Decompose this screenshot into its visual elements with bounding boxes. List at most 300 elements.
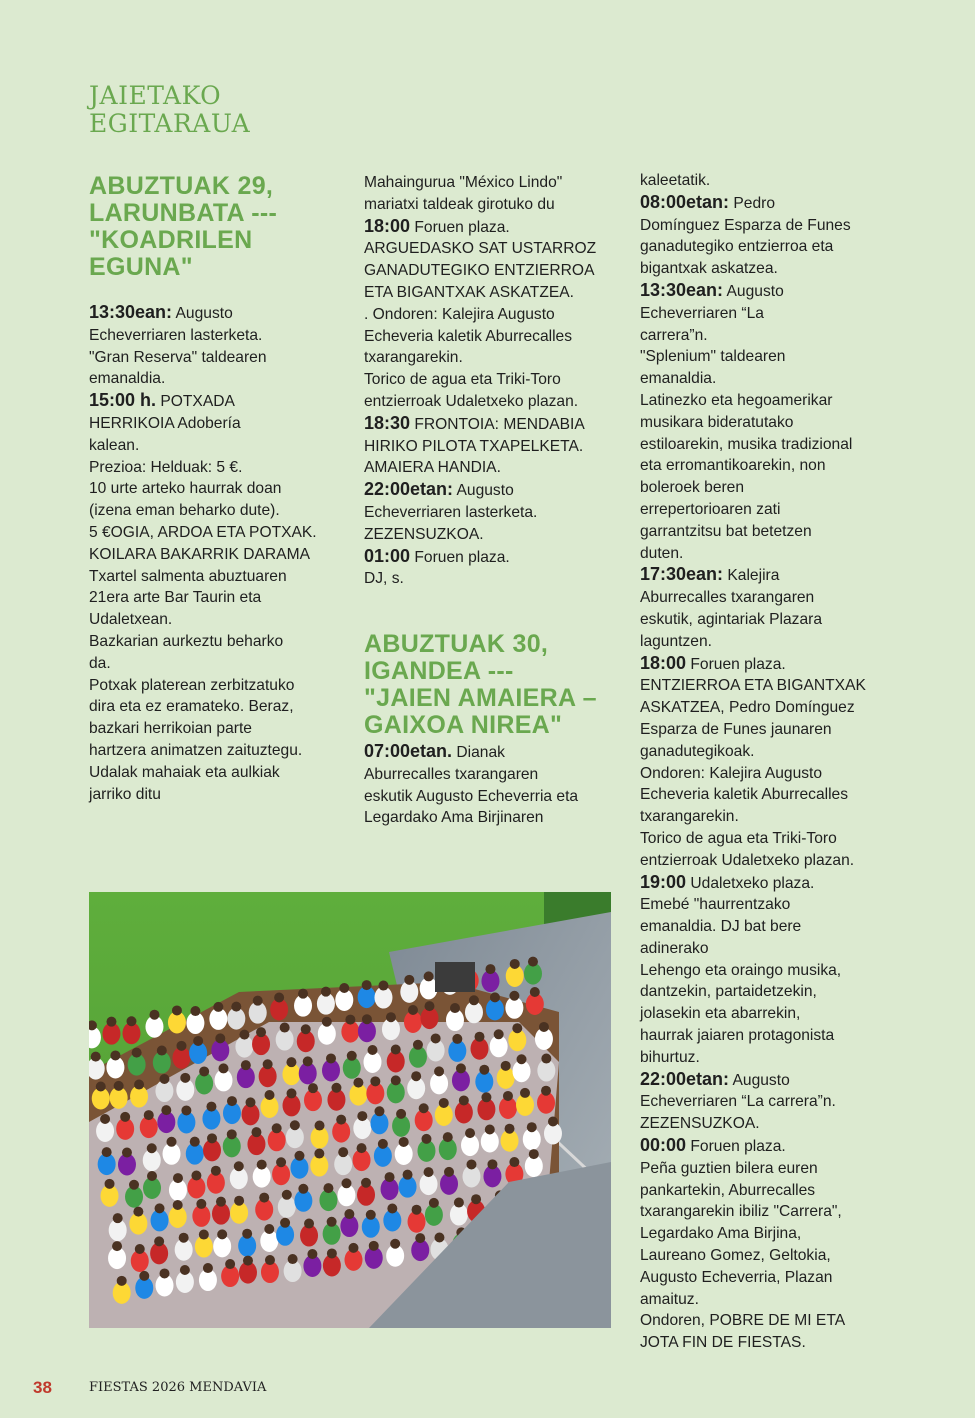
person-head [485, 964, 495, 974]
schedule-line: HIRIKO PILOTA TXAPELKETA. [364, 437, 584, 455]
schedule-line: Ondoren: Kalejira Augusto [640, 764, 823, 782]
schedule-text: Dianak [452, 744, 505, 761]
person-head [385, 1172, 395, 1182]
schedule-text: Pedro [729, 194, 775, 212]
schedule-line: txarangarekin ibiliz "Carrera", [640, 1203, 842, 1221]
person-head [304, 1219, 314, 1229]
person-head [479, 1065, 489, 1075]
person-head [154, 1236, 164, 1246]
schedule-line: "Gran Reserva" taldearen [89, 348, 267, 366]
schedule-line: ARGUEDASKO SAT USTARROZ [364, 240, 597, 258]
person-head [403, 1170, 413, 1180]
schedule-text: Augusto [172, 305, 233, 322]
person-head [253, 996, 263, 1006]
person-head [366, 1210, 376, 1220]
person-head [465, 1128, 475, 1138]
schedule-line: entzierroak Udaletxeko plazan. [364, 392, 579, 410]
person-head [541, 1054, 551, 1064]
person-head [341, 1178, 351, 1188]
schedule-line: Esparza de Funes jaunaren [640, 720, 832, 738]
person-head [541, 1086, 551, 1096]
day2-heading-line: GAIXOA NIREA" [364, 711, 563, 739]
person-head [321, 987, 331, 997]
person-head [357, 1143, 367, 1153]
person-head [415, 1233, 425, 1243]
schedule-line: laguntzen. [640, 632, 712, 650]
person-head [344, 1209, 354, 1219]
person-head [274, 993, 284, 1003]
person-head [167, 1137, 177, 1147]
person-head [264, 1224, 274, 1234]
person-head [429, 1198, 439, 1208]
person-head [263, 1059, 273, 1069]
schedule-line: eskutik, agintariak Plazara [640, 610, 823, 628]
schedule-line: Prezioa: Helduak: 5 €. [89, 458, 243, 476]
schedule-line: Augusto Echeverria, Plazan [640, 1268, 833, 1286]
person-head [280, 1023, 290, 1033]
person-head [512, 1023, 522, 1033]
schedule-line: haurrak jaiaren protagonista [640, 1027, 835, 1045]
schedule-line: JOTA FIN DE FIESTAS. [640, 1334, 806, 1352]
person-head [469, 995, 479, 1005]
schedule-line [640, 192, 902, 215]
schedule-line: Torico de agua eta Triki-Toro [364, 371, 561, 389]
person-head [327, 1217, 337, 1227]
person-head [191, 1170, 201, 1180]
schedule-time: 07:00etan. [364, 741, 453, 761]
schedule-line: . Ondoren: Kalejira Augusto [364, 305, 555, 323]
schedule-line: adinerako [640, 939, 709, 957]
person-head [503, 1091, 513, 1101]
schedule-line: Ondoren, POBRE DE MI ETA [640, 1312, 846, 1330]
person-head [280, 1218, 290, 1228]
person-head [242, 1229, 252, 1239]
person-head [444, 1167, 454, 1177]
person-head [216, 1197, 226, 1207]
person-head [331, 1083, 341, 1093]
person-head [494, 1029, 504, 1039]
person-head [265, 1255, 275, 1265]
person-head [301, 1024, 311, 1034]
person-head [234, 1196, 244, 1206]
day1-heading [89, 173, 349, 281]
person-head [112, 1241, 122, 1251]
person-head [225, 1259, 235, 1269]
schedule-line: Legardako Ama Birjinaren [364, 809, 544, 827]
person-head [126, 1016, 136, 1026]
person-head [172, 1005, 182, 1015]
person-head [509, 991, 519, 1001]
person-head [362, 1014, 372, 1024]
person-head [110, 1050, 120, 1060]
person-head [314, 1149, 324, 1159]
person-head [157, 1046, 167, 1056]
schedule-time: 15:00 h. [89, 390, 157, 411]
schedule-line: amaituz. [640, 1290, 699, 1308]
schedule-line: HERRIKOIA Adobería [89, 414, 241, 432]
person-head [259, 1193, 269, 1203]
person-head [386, 1012, 396, 1022]
day2-heading-line: IGANDEA --- [364, 657, 514, 685]
person-head [234, 1161, 244, 1171]
person-head [139, 1271, 149, 1281]
person-head [510, 959, 520, 969]
schedule-line [89, 302, 351, 325]
person-head [434, 1233, 444, 1243]
person-head [529, 1149, 539, 1159]
day1-heading-line: LARUNBATA --- [89, 199, 278, 227]
schedule-line: mariatxi taldeak girotuko du [364, 195, 555, 213]
schedule-line: hartzera animatzen zaituztegu. [89, 741, 303, 759]
person-head [520, 1088, 530, 1098]
schedule-line: errepertorioaren zati [640, 500, 781, 518]
day1-heading-line: "KOADRILEN [89, 226, 253, 254]
schedule-line: Echeverriaren lasterketa. [89, 326, 263, 344]
person-head [272, 1123, 282, 1133]
schedule-line: txarangarekin. [364, 349, 463, 367]
person-head [424, 1001, 434, 1011]
schedule-line [640, 280, 902, 303]
person-head [106, 1017, 116, 1027]
day1-heading-line: EGUNA" [89, 253, 193, 281]
schedule-line: Laureano Gomez, Geltokia, [640, 1247, 831, 1265]
person-head [367, 1045, 377, 1055]
schedule-line: Txartel salmenta abuztuaren [89, 567, 287, 585]
col2-schedule [364, 172, 626, 590]
person-head [211, 1166, 221, 1176]
person-head [91, 1052, 101, 1062]
person-head [322, 1017, 332, 1027]
person-head [100, 1114, 110, 1124]
person-head [326, 1053, 336, 1063]
schedule-line: (izena eman beharko dute). [89, 502, 280, 520]
person-head [452, 1034, 462, 1044]
schedule-line [364, 413, 626, 436]
person-head [243, 1256, 253, 1266]
section-title [89, 82, 250, 138]
person-head [199, 1230, 209, 1240]
person-head [213, 1002, 223, 1012]
person-head [239, 1030, 249, 1040]
schedule-time: 22:00etan: [364, 479, 454, 500]
schedule-line: Bazkarian aurkeztu beharko [89, 632, 284, 650]
person-head [288, 1254, 298, 1264]
person-head [147, 1143, 157, 1153]
person-head [548, 1117, 558, 1127]
schedule-time: 19:00 [640, 871, 687, 892]
festival-lunch-illustration [89, 892, 611, 1328]
person-head [180, 1073, 190, 1083]
schedule-line [640, 1135, 902, 1158]
schedule-text: Kalejira [723, 567, 780, 585]
person-head [339, 983, 349, 993]
person-head [114, 1081, 124, 1091]
person-head [217, 1229, 227, 1239]
person-head [133, 1207, 143, 1217]
schedule-line [364, 216, 626, 239]
schedule-line: estiloarekin, musika tradizional [640, 435, 853, 453]
schedule-line: bazkari herrikoian parte [89, 720, 252, 738]
schedule-text: FRONTOIA: MENDABIA [410, 415, 585, 433]
person-head [122, 1148, 132, 1158]
person-head [181, 1105, 191, 1115]
person-head [485, 1125, 495, 1135]
schedule-line [640, 1069, 902, 1092]
person-head [161, 1105, 171, 1115]
schedule-line [364, 479, 626, 502]
schedule-line: Echeveria kaletik Aburrecalles [640, 786, 849, 804]
person-head [298, 1184, 308, 1194]
person-head [102, 1147, 112, 1157]
person-head [391, 1075, 401, 1085]
person-head [487, 1159, 497, 1169]
schedule-line: emanaldia. [640, 370, 717, 388]
person-head [282, 1190, 292, 1200]
schedule-line: kalean. [89, 436, 140, 454]
schedule-text: POTXADA [156, 393, 235, 411]
person-head [113, 1213, 123, 1223]
schedule-text: Augusto [723, 282, 784, 300]
schedule-line: Mahaingurua "México Lindo" [364, 174, 563, 191]
schedule-time: 13:30ean: [89, 302, 173, 322]
person-head [454, 1198, 464, 1208]
schedule-time: 17:30ean: [640, 564, 724, 585]
person-head [241, 1060, 251, 1070]
person-head [353, 1078, 363, 1088]
schedule-line [640, 564, 902, 587]
day1-heading-line: ABUZTUAK 29, [89, 172, 274, 200]
schedule-time: 22:00etan: [640, 1068, 730, 1089]
person-head [173, 1200, 183, 1210]
person-head [505, 1124, 515, 1134]
person-head [408, 1005, 418, 1015]
person-head [424, 1167, 434, 1177]
person-head [347, 1051, 357, 1061]
schedule-line: dira eta ez eramateko. Beraz, [89, 698, 294, 716]
person-head [180, 1265, 190, 1275]
person-head [362, 980, 372, 990]
publication-name: FIESTAS 2026 MENDAVIA [89, 1380, 267, 1395]
schedule-time: 18:30 [364, 412, 411, 433]
schedule-text: Foruen plaza. [686, 1138, 786, 1156]
person-head [466, 1159, 476, 1169]
person-head [528, 957, 538, 967]
person-head [265, 1090, 275, 1100]
person-head [421, 1134, 431, 1144]
person-head [196, 1199, 206, 1209]
schedule-line: pankartekin, Aburrecalles [640, 1181, 816, 1199]
person-head [176, 1041, 186, 1051]
schedule-line: Aburrecalles txarangaren [640, 589, 815, 607]
schedule-line: AMAIERA HANDIA. [364, 459, 501, 477]
person-head [276, 1157, 286, 1167]
schedule-line: musikara bideratutako [640, 413, 794, 431]
person-head [144, 1110, 154, 1120]
festival-lunch-photo [89, 892, 611, 1328]
schedule-line: eskutik Augusto Echeverria eta [364, 787, 579, 805]
person-head [378, 1139, 388, 1149]
schedule-text: Augusto [729, 1071, 790, 1089]
schedule-line: duten. [640, 544, 684, 562]
person-head [199, 1066, 209, 1076]
person-head [424, 971, 434, 981]
person-head [135, 1244, 145, 1254]
person-head [391, 1044, 401, 1054]
schedule-time: 00:00 [640, 1135, 687, 1156]
person-head [431, 1033, 441, 1043]
person-head [155, 1203, 165, 1213]
day1-schedule [89, 302, 351, 805]
person-head [374, 1106, 384, 1116]
schedule-line: txarangarekin. [640, 808, 739, 826]
schedule-time: 01:00 [364, 545, 411, 566]
person-head [475, 1032, 485, 1042]
person-head [179, 1233, 189, 1243]
schedule-line: Peña guztien bilera euren [640, 1159, 818, 1177]
person-head [218, 1063, 228, 1073]
person-head [190, 1006, 200, 1016]
schedule-line: entzierroak Udaletxeko plazan. [640, 851, 855, 869]
schedule-time: 13:30ean: [640, 279, 724, 300]
schedule-line: Potxak platerean zerbitzatuko [89, 676, 295, 694]
schedule-line: bihurtuz. [640, 1048, 700, 1066]
person-head [303, 1056, 313, 1066]
page-number: 38 [33, 1378, 52, 1397]
person-head [327, 1248, 337, 1258]
schedule-line: boleroek beren [640, 479, 745, 497]
section-title-line: JAIETAKO [89, 81, 222, 110]
schedule-line: emanaldia. DJ bat bere [640, 918, 802, 936]
person-head [336, 1115, 346, 1125]
schedule-text: Udaletxeko plaza. [686, 874, 815, 892]
schedule-line [364, 741, 626, 764]
person-head [193, 1036, 203, 1046]
schedule-line: Echeverriaren “La carrera”n. [640, 1093, 836, 1111]
person-head [96, 1082, 106, 1092]
schedule-line: 21era arte Bar Taurin eta [89, 589, 262, 607]
schedule-line [89, 390, 351, 413]
schedule-line: Echeveria kaletik Aburrecalles [364, 327, 573, 345]
schedule-time: 18:00 [640, 652, 687, 673]
person-head [471, 1194, 481, 1204]
person-head [450, 1003, 460, 1013]
person-head [396, 1109, 406, 1119]
schedule-line: carrera”n. [640, 326, 708, 344]
schedule-line: 5 €OGIA, ARDOA ETA POTXAK. [89, 523, 317, 541]
person-head [246, 1097, 256, 1107]
person-head [231, 1002, 241, 1012]
person-head [215, 1033, 225, 1043]
person-head [227, 1096, 237, 1106]
schedule-line [640, 653, 902, 676]
person-head [539, 1022, 549, 1032]
schedule-line: ZEZENSUZKOA. [364, 525, 484, 543]
person-head [413, 1040, 423, 1050]
schedule-line: jarriko ditu [89, 785, 161, 803]
person-head [419, 1103, 429, 1113]
person-head [207, 1133, 217, 1143]
person-head [190, 1137, 200, 1147]
person-head [481, 1092, 491, 1102]
person-head [323, 1183, 333, 1193]
person-head [387, 1203, 397, 1213]
schedule-line: Echeverriaren lasterketa. [364, 503, 538, 521]
person-head [527, 1122, 537, 1132]
schedule-line: Lehengo eta oraingo musika, [640, 961, 842, 979]
schedule-line: ganadutegiko entzierroa eta [640, 238, 834, 256]
schedule-line: bigantxak askatzea. [640, 260, 778, 278]
schedule-line: kaleetatik. [640, 172, 711, 189]
schedule-line: KOILARA BAKARRIK DARAMA [89, 545, 310, 563]
schedule-line: da. [89, 654, 111, 672]
schedule-line [640, 872, 902, 895]
person-head [307, 1249, 317, 1259]
person-head [117, 1276, 127, 1286]
schedule-line: emanaldia. [89, 370, 166, 388]
person-head [530, 987, 540, 997]
person-head [132, 1048, 142, 1058]
schedule-line: Domínguez Esparza de Funes [640, 216, 851, 234]
schedule-line: DJ, s. [364, 570, 404, 588]
person-head [203, 1263, 213, 1273]
person-head [411, 1071, 421, 1081]
person-head [439, 1098, 449, 1108]
person-head [160, 1268, 170, 1278]
person-head [404, 975, 414, 985]
person-head [159, 1074, 169, 1084]
person-head [129, 1180, 139, 1190]
schedule-line: jolasekin eta abarrekin, [640, 1005, 801, 1023]
person-head [149, 1010, 159, 1020]
schedule-line: "Splenium" taldearen [640, 348, 786, 366]
person-head [298, 989, 308, 999]
person-head [490, 992, 500, 1002]
person-head [357, 1111, 367, 1121]
day2-heading-line: ABUZTUAK 30, [364, 630, 549, 658]
person-head [286, 1057, 296, 1067]
person-head [338, 1147, 348, 1157]
person-head [459, 1095, 469, 1105]
schedule-line: ASKATZEA, Pedro Domínguez [640, 699, 855, 717]
person-head [206, 1102, 216, 1112]
section-title-line: EGITARAUA [89, 109, 251, 138]
day2-heading-line: "JAIEN AMAIERA – [364, 684, 597, 712]
schedule-text: Foruen plaza. [686, 655, 786, 673]
person-head [105, 1179, 115, 1189]
person-head [378, 981, 388, 991]
person-head [345, 1015, 355, 1025]
person-head [227, 1129, 237, 1139]
schedule-line: Udalak mahaiak eta aulkiak [89, 763, 280, 781]
schedule-line: ENTZIERROA ETA BIGANTXAK [640, 677, 866, 695]
person-head [287, 1088, 297, 1098]
person-head [361, 1178, 371, 1188]
schedule-line: dantzekin, partaidetzekin, [640, 983, 817, 1001]
schedule-time: 08:00etan: [640, 191, 730, 212]
schedule-line: garrantzitsu bat betetzen [640, 522, 812, 540]
person-head [369, 1241, 379, 1251]
schedule-line: ETA BIGANTXAK ASKATZEA. [364, 283, 574, 301]
schedule-line: Torico de agua eta Triki-Toro [640, 829, 837, 847]
schedule-line: Udaletxean. [89, 611, 173, 629]
schedule-time: 18:00 [364, 215, 411, 236]
person-head [443, 1132, 453, 1142]
schedule-line: GANADUTEGIKO ENTZIERROA [364, 262, 595, 280]
person-head [348, 1243, 358, 1253]
schedule-line: Echeverriaren “La [640, 304, 764, 322]
schedule-line: ganadutegikoak. [640, 742, 755, 760]
person-head [290, 1120, 300, 1130]
